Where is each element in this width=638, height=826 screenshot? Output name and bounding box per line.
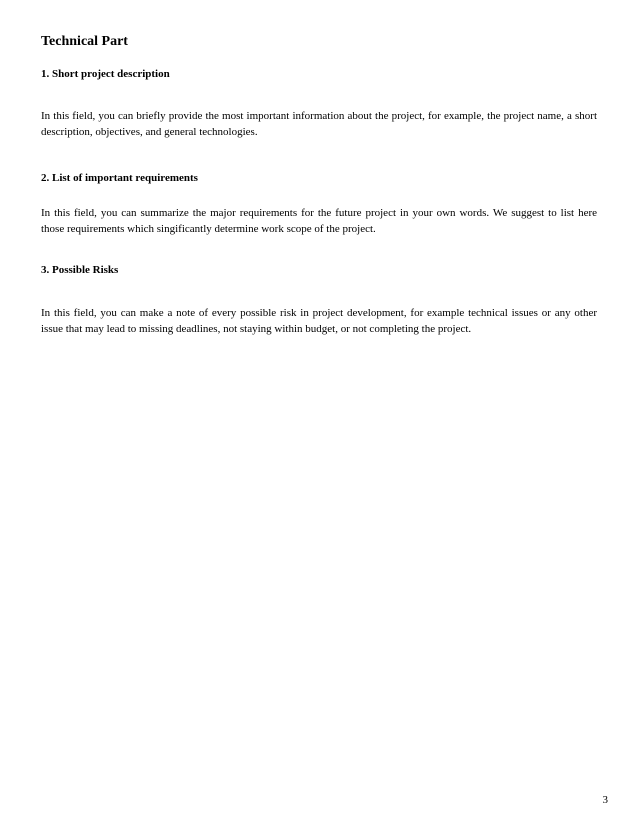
page-number: 3 xyxy=(602,794,608,806)
section-heading-risks: 3. Possible Risks xyxy=(41,264,119,276)
section-text-requirements: In this field, you can summarize the major requirements for the future project in your own words. We suggest to list here those requirements which singificantly determine work scope of the project. xyxy=(41,207,597,235)
section-heading-requirements: 2. List of important requirements xyxy=(41,172,198,184)
section-heading-short-description: 1. Short project description xyxy=(41,68,170,80)
page-title: Technical Part xyxy=(41,34,128,49)
section-text-short-description: In this field, you can briefly provide the most important information about the project, for example, the project name, a short description, objectives, and general technologies. xyxy=(41,110,597,138)
section-text-risks: In this field, you can make a note of every possible risk in project development, for example technical issues or any other issue that may lead to missing deadlines, not staying within budget, or not completing the project. xyxy=(41,307,597,335)
